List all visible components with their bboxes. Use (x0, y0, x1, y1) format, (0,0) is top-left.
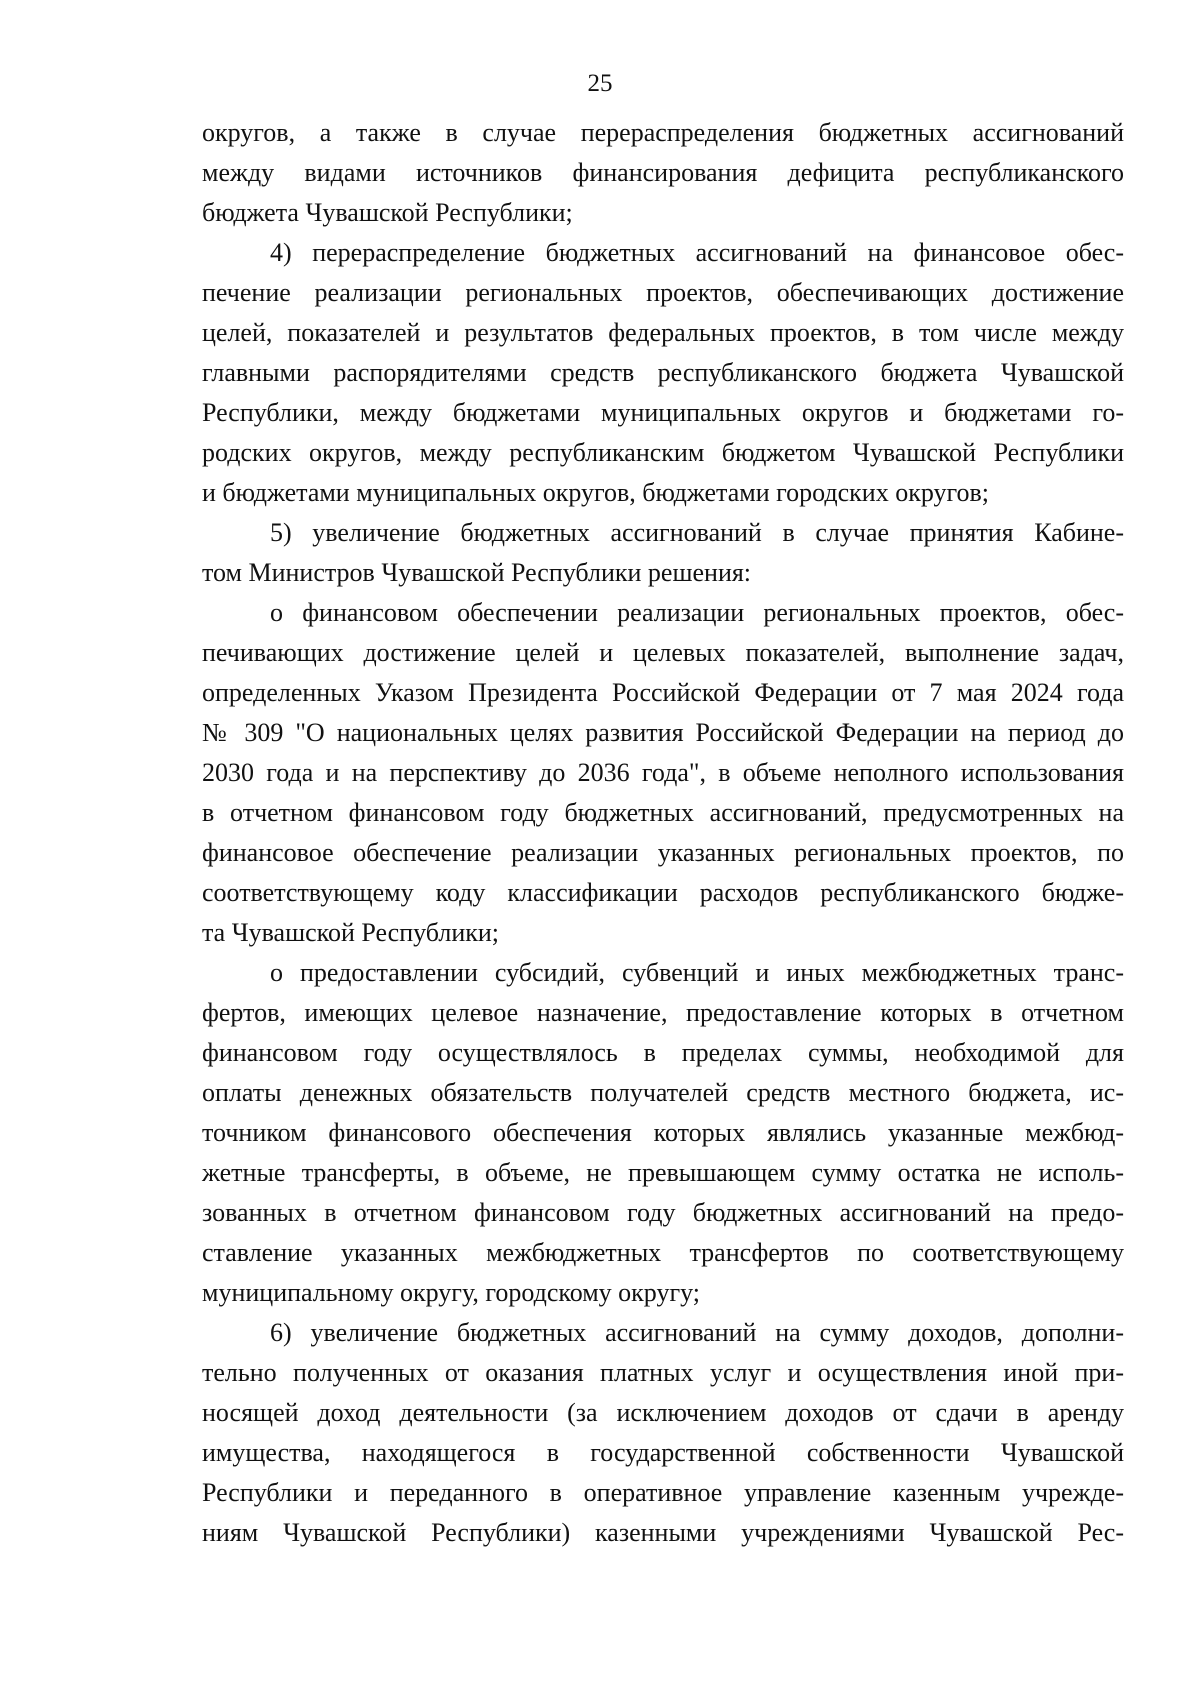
text-line: финансовое обеспечение реализации указанных региональных проектов, по (202, 838, 1124, 867)
text-line: № 309 "О национальных целях развития Российской Федерации на период до (202, 718, 1124, 747)
text-line: Республики и переданного в оперативное управление казенным учрежде- (202, 1478, 1124, 1507)
text-line: ниям Чувашской Республики) казенными учреждениями Чувашской Рес- (202, 1518, 1124, 1547)
text-line: 6) увеличение бюджетных ассигнований на сумму доходов, дополни- (270, 1318, 1124, 1347)
text-line: Республики, между бюджетами муниципальных округов и бюджетами го- (202, 398, 1124, 427)
text-line: соответствующему коду классификации расходов республиканского бюдже- (202, 878, 1124, 907)
text-line: 4) перераспределение бюджетных ассигнований на финансовое обес- (270, 238, 1124, 267)
text-line: том Министров Чувашской Республики решения: (202, 558, 752, 587)
text-line: между видами источников финансирования дефицита республиканского (202, 158, 1124, 187)
text-line: печение реализации региональных проектов, обеспечивающих достижение (202, 278, 1124, 307)
text-line: фертов, имеющих целевое назначение, предоставление которых в отчетном (202, 998, 1124, 1027)
text-line: ставление указанных межбюджетных трансфертов по соответствующему (202, 1238, 1124, 1267)
text-line: печивающих достижение целей и целевых показателей, выполнение задач, (202, 638, 1124, 667)
text-line: бюджета Чувашской Республики; (202, 198, 573, 227)
text-line: точником финансового обеспечения которых являлись указанные межбюд- (202, 1118, 1124, 1147)
text-line: определенных Указом Президента Российской Федерации от 7 мая 2024 года (202, 678, 1124, 707)
text-line: та Чувашской Республики; (202, 918, 500, 947)
text-line: целей, показателей и результатов федеральных проектов, в том числе между (202, 318, 1124, 347)
text-line: тельно полученных от оказания платных услуг и осуществления иной при- (202, 1358, 1124, 1387)
paragraph-regional-projects (202, 593, 1124, 953)
text-line: о финансовом обеспечении реализации региональных проектов, обес- (270, 598, 1124, 627)
text-line: округов, а также в случае перераспределения бюджетных ассигнований (202, 118, 1124, 147)
document-body (202, 113, 1124, 1553)
text-line: родских округов, между республиканским бюджетом Чувашской Республики (202, 438, 1124, 467)
text-line: главными распорядителями средств республиканского бюджета Чувашской (202, 358, 1124, 387)
paragraph-subsidies (202, 953, 1124, 1313)
paragraph-item-6 (202, 1313, 1124, 1553)
paragraph-item-5 (202, 513, 1124, 593)
paragraph-item-4 (202, 233, 1124, 513)
page-number: 25 (587, 70, 613, 97)
text-line: 2030 года и на перспективу до 2036 года", в объеме неполного использования (202, 758, 1124, 787)
text-line: о предоставлении субсидий, субвенций и иных межбюджетных транс- (270, 958, 1124, 987)
text-line: и бюджетами муниципальных округов, бюджетами городских округов; (202, 478, 990, 507)
text-line: муниципальному округу, городскому округу; (202, 1278, 700, 1307)
paragraph-continuation (202, 113, 1124, 233)
text-line: в отчетном финансовом году бюджетных ассигнований, предусмотренных на (202, 798, 1124, 827)
text-line: оплаты денежных обязательств получателей средств местного бюджета, ис- (202, 1078, 1124, 1107)
text-line: 5) увеличение бюджетных ассигнований в случае принятия Кабине- (270, 518, 1124, 547)
text-line: зованных в отчетном финансовом году бюджетных ассигнований на предо- (202, 1198, 1124, 1227)
text-line: имущества, находящегося в государственной собственности Чувашской (202, 1438, 1124, 1467)
text-line: финансовом году осуществлялось в пределах суммы, необходимой для (202, 1038, 1124, 1067)
text-line: носящей доход деятельности (за исключением доходов от сдачи в аренду (202, 1398, 1124, 1427)
text-line: жетные трансферты, в объеме, не превышающем сумму остатка не исполь- (202, 1158, 1124, 1187)
